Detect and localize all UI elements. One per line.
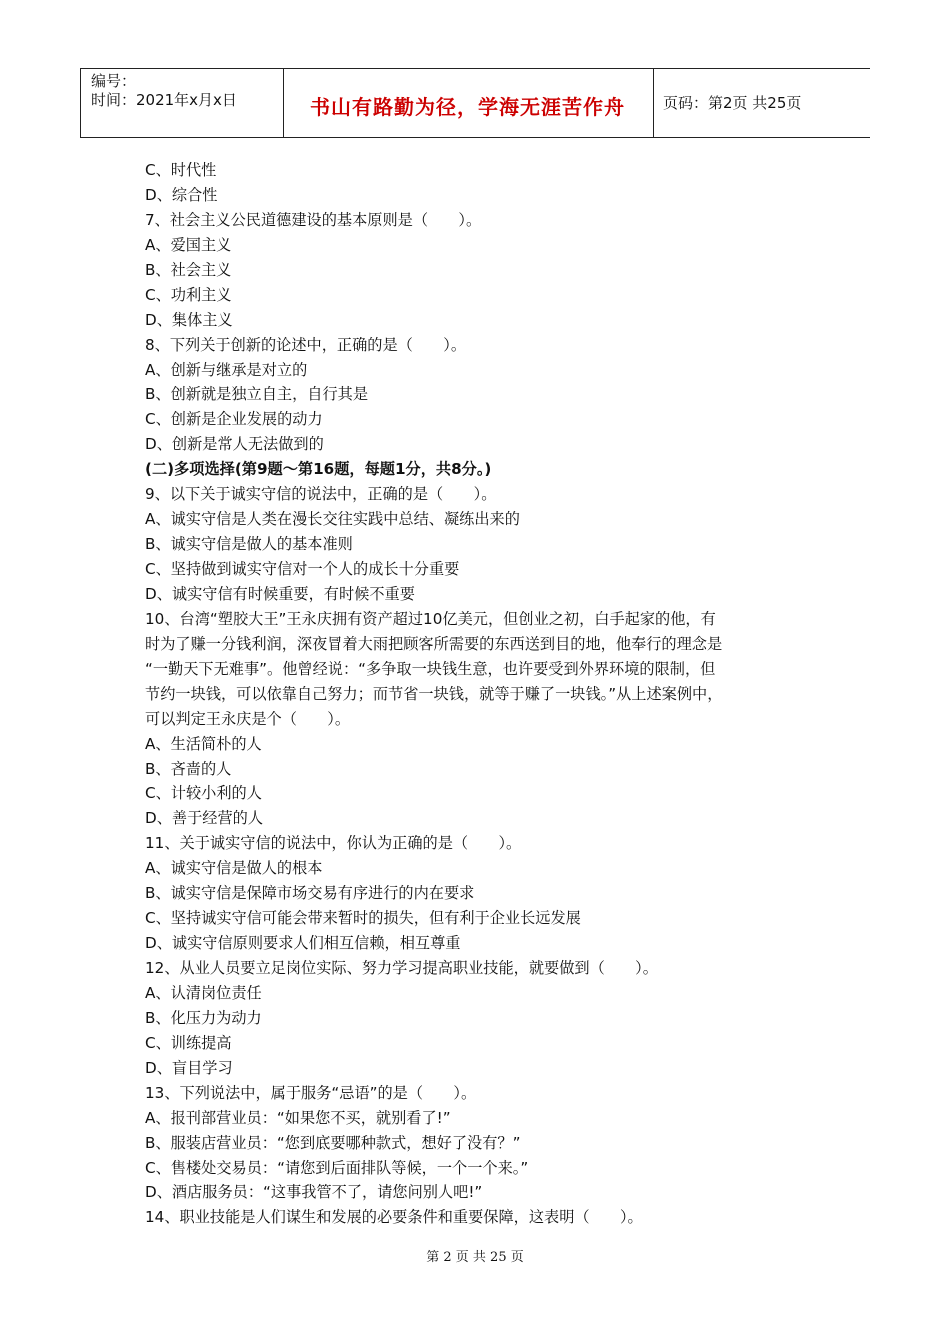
text-line: C、训练提高 [145, 1033, 232, 1052]
header-meta-cell [80, 69, 284, 137]
text-line: 时为了赚一分钱利润，深夜冒着大雨把顾客所需要的东西送到目的地，他奉行的理念是 [145, 634, 723, 653]
text-line: A、创新与继承是对立的 [145, 360, 308, 379]
document-time-label: 时间：2021年x月x日 [91, 91, 237, 109]
text-line: A、认清岗位责任 [145, 983, 262, 1002]
section-heading: (二)多项选择(第9题～第16题，每题1分，共8分。) [145, 460, 492, 479]
text-line: B、诚实守信是保障市场交易有序进行的内在要求 [145, 884, 475, 903]
text-line: 11、关于诚实守信的说法中，你认为正确的是（ ）。 [145, 834, 522, 853]
text-line: “一勤天下无难事”。他曾经说：“多争取一块钱生意，也许要受到外界环境的限制，但 [145, 659, 716, 678]
text-line: 8、下列关于创新的论述中，正确的是（ ）。 [145, 335, 467, 354]
text-line: 节约一块钱，可以依靠自己努力；而节省一块钱，就等于赚了一块钱。”从上述案例中， [145, 684, 723, 703]
text-line: A、报刊部营业员：“如果您不买，就别看了!” [145, 1108, 451, 1127]
text-line: B、化压力为动力 [145, 1008, 262, 1027]
text-line: D、善于经营的人 [145, 809, 264, 828]
text-line: 可以判定王永庆是个（ ）。 [145, 709, 351, 728]
text-line: A、爱国主义 [145, 235, 232, 254]
text-line: 12、从业人员要立足岗位实际、努力学习提高职业技能，就要做到（ ）。 [145, 959, 658, 977]
text-line: B、诚实守信是做人的基本准则 [145, 535, 353, 554]
text-line: C、创新是企业发展的动力 [145, 410, 323, 429]
text-line: B、服装店营业员：“您到底要哪种款式，想好了没有？” [145, 1133, 521, 1152]
text-line: 14、职业技能是人们谋生和发展的必要条件和重要保障，这表明（ ）。 [145, 1208, 643, 1227]
text-line: 7、社会主义公民道德建设的基本原则是（ ）。 [145, 210, 482, 229]
text-line: D、诚实守信有时候重要，有时候不重要 [145, 584, 415, 603]
header-page-info: 页码：第2页 共25页 [663, 94, 802, 112]
header-page-cell [653, 69, 870, 137]
text-line: 10、台湾“塑胶大王”王永庆拥有资产超过10亿美元，但创业之初，白手起家的他，有 [145, 609, 716, 628]
document-body [145, 158, 815, 1230]
text-line: C、时代性 [145, 161, 217, 179]
text-line: D、创新是常人无法做到的 [145, 435, 324, 454]
text-line: B、创新就是独立自主，自行其是 [145, 385, 369, 404]
text-line: B、吝啬的人 [145, 759, 232, 778]
text-line: A、诚实守信是人类在漫长交往实践中总结、凝练出来的 [145, 510, 520, 529]
text-line: A、诚实守信是做人的根本 [145, 859, 323, 878]
page-footer: 第 2 页 共 25 页 [426, 1250, 524, 1265]
text-line: B、社会主义 [145, 260, 232, 279]
text-line: A、生活简朴的人 [145, 734, 262, 753]
text-line: D、集体主义 [145, 310, 233, 329]
document-number-label: 编号： [91, 72, 137, 90]
text-line: C、计较小利的人 [145, 784, 262, 803]
text-line: C、坚持诚实守信可能会带来暂时的损失，但有利于企业长远发展 [145, 909, 581, 928]
header-motto: 书山有路勤为径，学海无涯苦作舟 [310, 95, 625, 119]
text-line: C、功利主义 [145, 285, 232, 304]
text-line: D、诚实守信原则要求人们相互信赖，相互尊重 [145, 934, 461, 953]
text-line: D、盲目学习 [145, 1058, 233, 1077]
header-motto-cell [282, 69, 654, 137]
text-line: 13、下列说法中，属于服务“忌语”的是（ ）。 [145, 1083, 477, 1102]
text-line: D、综合性 [145, 185, 218, 204]
text-line: D、酒店服务员：“这事我管不了，请您问别人吧!” [145, 1183, 483, 1202]
text-line: 9、以下关于诚实守信的说法中，正确的是（ ）。 [145, 485, 497, 504]
text-line: C、坚持做到诚实守信对一个人的成长十分重要 [145, 560, 460, 578]
text-line: C、售楼处交易员：“请您到后面排队等候，一个一个来。” [145, 1158, 529, 1177]
page-header [80, 68, 870, 138]
